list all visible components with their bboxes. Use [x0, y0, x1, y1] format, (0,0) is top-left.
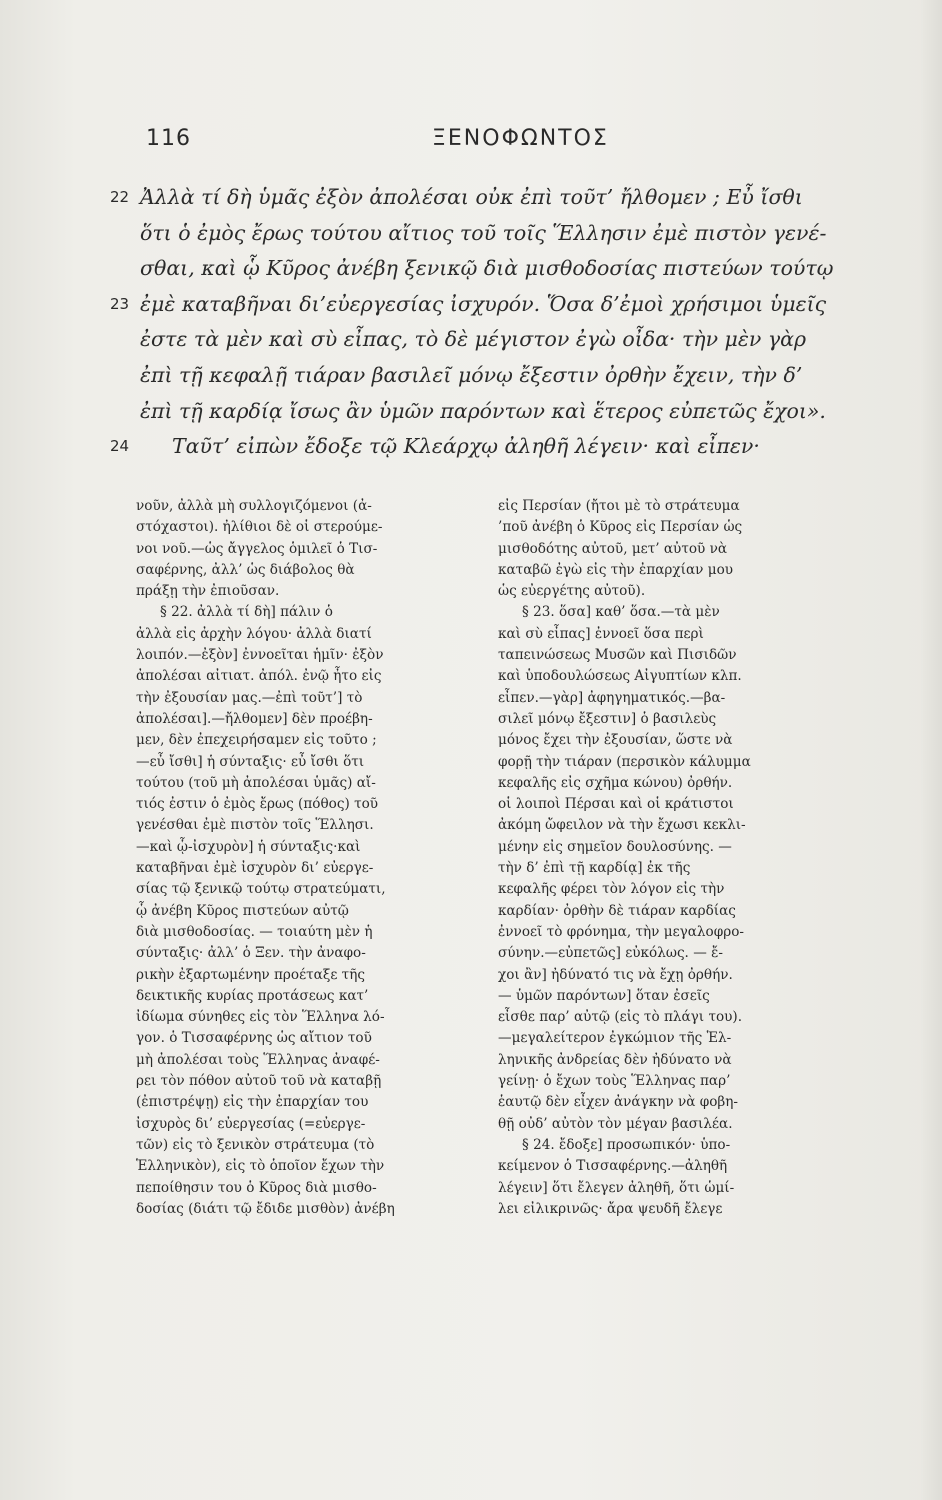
commentary-line: λέγειν] ὅτι ἔλεγεν ἀληθῆ, ὅτι ὡμί-	[498, 1179, 735, 1196]
commentary-line: καταβῶ ἐγὼ εἰς τὴν ἐπαρχίαν μου	[498, 561, 734, 578]
main-text-line	[110, 180, 880, 216]
commentary-line: στόχαστοι). ἠλίθιοι δὲ οἱ στερούμε-	[136, 519, 383, 536]
commentary-line: θῇ οὐδ’ αὐτὸν τὸν μέγαν βασιλέα.	[498, 1115, 733, 1132]
commentary-line: λοιπόν.—ἐξὸν] ἐννοεῖται ἡμῖν· ἐξὸν	[136, 647, 384, 664]
commentary-line: καταβῆναι ἐμὲ ἰσχυρὸν δι’ εὐεργε-	[136, 860, 374, 877]
main-text-content: Ἀλλὰ τί δὴ ὑμᾶς ἐξὸν ἀπολέσαι οὐκ ἐπὶ τοῦτ’ ἤλθομεν ; Εὖ ἴσθι	[140, 185, 803, 209]
commentary-line: γείνῃ· ὁ ἔχων τοὺς Ἕλληνας παρ’	[498, 1073, 731, 1090]
paragraph-number: 24	[110, 437, 130, 456]
commentary-line: ληνικῆς ἀνδρείας δὲν ἠδύνατο νὰ	[498, 1051, 732, 1068]
commentary-line: εἶπεν.—γὰρ] ἀφηγηματικός.—βα-	[498, 689, 726, 706]
commentary-line: τὴν ἐξουσίαν μας.—ἐπὶ τοῦτ’] τὸ	[136, 689, 363, 706]
commentary-line: ταπεινώσεως Μυσῶν καὶ Πισιδῶν	[498, 647, 737, 664]
main-greek-text	[110, 180, 880, 465]
commentary-line: κεφαλῆς εἰς σχῆμα κώνου) ὀρθήν.	[498, 774, 733, 791]
commentary-line: σύνην.—εὐπετῶς] εὐκόλως. — ἔ-	[498, 945, 724, 962]
commentary-line: μεν, δὲν ἐπεχειρήσαμεν εἰς τοῦτο ;	[136, 732, 377, 749]
commentary-line: δοσίας (διάτι τῷ ἔδιδε μισθὸν) ἀνέβη	[136, 1200, 395, 1217]
commentary-line: § 23. ὅσα] καθ’ ὅσα.—τὰ μὲν	[522, 604, 720, 621]
commentary-line: (ἐπιστρέψῃ) εἰς τὴν ἐπαρχίαν του	[136, 1094, 369, 1111]
commentary-line: νοῦν, ἀλλὰ μὴ συλλογιζόμενοι (ἀ-	[136, 498, 372, 514]
main-text-line	[110, 216, 880, 252]
commentary-line: § 22. ἀλλὰ τί δὴ] πάλιν ὁ	[160, 604, 333, 621]
main-text-line	[110, 429, 880, 465]
commentary-line: ᾧ ἀνέβη Κῦρος πιστεύων αὐτῷ	[136, 902, 349, 919]
commentary-line: ἑαυτῷ δὲν εἶχεν ἀνάγκην νὰ φοβη-	[498, 1094, 739, 1111]
commentary-line: χοι ἂν] ἠδύνατό τις νὰ ἔχῃ ὀρθήν.	[498, 966, 733, 983]
running-title: ΞΕΝΟΦΩΝΤΟΣ	[432, 126, 609, 151]
commentary-line: ἀπολέσαι].—ἤλθομεν] δὲν προέβη-	[136, 710, 373, 727]
commentary-line: ρει τὸν πόθον αὐτοῦ τοῦ νὰ καταβῇ	[136, 1073, 382, 1090]
commentary-line: ’ποῦ ἀνέβη ὁ Κῦρος εἰς Περσίαν ὡς	[498, 519, 743, 536]
commentary-line: φορῇ τὴν τιάραν (περσικὸν κάλυμμα	[498, 753, 751, 770]
main-text-content: ἐπὶ τῇ καρδίᾳ ἴσως ἂν ὑμῶν παρόντων καὶ ἕτερος εὐπετῶς ἔχοι».	[140, 398, 826, 423]
commentary-line: εἶσθε παρ’ αὐτῷ (εἰς τὸ πλάγι του).	[498, 1009, 743, 1026]
commentary-line: τῶν) εἰς τὸ ξενικὸν στράτευμα (τὸ	[136, 1136, 375, 1153]
commentary-line: ἰσχυρὸς δι’ εὐεργεσίας (=εὐεργε-	[136, 1115, 366, 1132]
commentary-notes	[136, 496, 856, 1346]
commentary-line: εἰς Περσίαν (ἤτοι μὲ τὸ στράτευμα	[498, 498, 740, 514]
commentary-line: — ὑμῶν παρόντων] ὅταν ἐσεῖς	[498, 987, 710, 1004]
main-text-content: Ταῦτ’ εἰπὼν ἔδοξε τῷ Κλεάρχῳ ἀληθῆ λέγειν· καὶ εἶπεν·	[172, 434, 760, 459]
commentary-line: τιός ἐστιν ὁ ἐμὸς ἔρως (πόθος) τοῦ	[136, 796, 379, 813]
main-text-content: ἐστε τὰ μὲν καὶ σὺ εἶπας, τὸ δὲ μέγιστον ἐγὼ οἶδα· τὴν μὲν γὰρ	[140, 327, 806, 352]
main-text-line	[110, 251, 880, 287]
main-text-content: ἐπὶ τῇ κεφαλῇ τιάραν βασιλεῖ μόνῳ ἔξεστιν ὀρθὴν ἔχειν, τὴν δ’	[140, 362, 803, 387]
commentary-line: μένην εἰς σημεῖον δουλοσύνης. —	[498, 838, 732, 855]
commentary-line: διὰ μισθοδοσίας. — τοιαύτη μὲν ἡ	[136, 923, 373, 940]
commentary-line: ἀκόμη ὤφειλον νὰ τὴν ἔχωσι κεκλι-	[498, 817, 746, 834]
commentary-line: μισθοδότης αὐτοῦ, μετ’ αὐτοῦ νὰ	[498, 540, 728, 557]
page-number: 116	[146, 126, 191, 151]
commentary-line: ἐννοεῖ τὸ φρόνημα, τὴν μεγαλοφρο-	[498, 923, 745, 940]
commentary-line: δεικτικῆς κυρίας προτάσεως κατ’	[136, 987, 369, 1004]
commentary-line: —μεγαλείτερον ἐγκώμιον τῆς Ἑλ-	[498, 1030, 732, 1047]
commentary-line: καὶ σὺ εἶπας] ἐννοεῖ ὅσα περὶ	[498, 625, 704, 642]
main-text-content: ὅτι ὁ ἐμὸς ἔρως τούτου αἴτιος τοῦ τοῖς Ἕλλησιν ἐμὲ πιστὸν γενέ-	[140, 220, 827, 245]
page-header	[0, 126, 942, 166]
main-text-line	[110, 322, 880, 358]
commentary-line: καρδίαν· ὀρθὴν δὲ τιάραν καρδίας	[498, 902, 736, 919]
commentary-line: § 24. ἔδοξε] προσωπικόν· ὑπο-	[522, 1136, 731, 1153]
paragraph-number: 22	[110, 188, 130, 206]
page-edge-shadow	[920, 0, 942, 1500]
commentary-line: —καὶ ᾧ-ἰσχυρὸν] ἡ σύνταξις·καὶ	[136, 838, 361, 855]
commentary-line: Ἑλληνικὸν), εἰς τὸ ὁποῖον ἔχων τὴν	[136, 1158, 385, 1175]
main-text-content: ἐμὲ καταβῆναι δι’εὐεργεσίας ἰσχυρόν. Ὅσα δ’ἐμοὶ χρήσιμοι ὑμεῖς	[140, 291, 827, 316]
commentary-line: τούτου (τοῦ μὴ ἀπολέσαι ὑμᾶς) αἴ-	[136, 774, 376, 791]
commentary-line: μόνος ἔχει τὴν ἐξουσίαν, ὥστε νὰ	[498, 732, 733, 749]
commentary-line: σαφέρνης, ἀλλ’ ὡς διάβολος θὰ	[136, 561, 355, 578]
commentary-line: σύνταξις· ἀλλ’ ὁ Ξεν. τὴν ἀναφο-	[136, 945, 366, 962]
commentary-line: καὶ ὑποδουλώσεως Αἰγυπτίων κλπ.	[498, 668, 742, 685]
commentary-left-column	[136, 496, 478, 1220]
main-text-line	[110, 358, 880, 394]
commentary-line: —εὖ ἴσθι] ἡ σύνταξις· εὖ ἴσθι ὅτι	[136, 753, 365, 770]
main-text-line	[110, 394, 880, 430]
commentary-line: γενέσθαι ἐμὲ πιστὸν τοῖς Ἕλλησι.	[136, 817, 374, 834]
commentary-line: ἀλλὰ εἰς ἀρχὴν λόγου· ἀλλὰ διατί	[136, 625, 372, 642]
commentary-line: τὴν δ’ ἐπὶ τῇ καρδίᾳ] ἐκ τῆς	[498, 860, 691, 877]
commentary-line: κεφαλῆς φέρει τὸν λόγον εἰς τὴν	[498, 881, 725, 898]
commentary-line: σίας τῷ ξενικῷ τούτῳ στρατεύματι,	[136, 881, 386, 898]
commentary-line: ὡς εὐεργέτης αὐτοῦ).	[498, 583, 646, 600]
commentary-line: νοι νοῦ.—ὡς ἄγγελος ὁμιλεῖ ὁ Τισ-	[136, 540, 378, 557]
commentary-line: ρικὴν ἐξαρτωμένην προέταξε τῆς	[136, 966, 365, 983]
commentary-line: οἱ λοιποὶ Πέρσαι καὶ οἱ κράτιστοι	[498, 796, 734, 813]
main-text-content: σθαι, καὶ ᾧ Κῦρος ἀνέβη ξενικῷ διὰ μισθοδοσίας πιστεύων τούτῳ	[140, 256, 834, 281]
commentary-line: λει εἰλικρινῶς· ἄρα ψευδῆ ἔλεγε	[498, 1200, 723, 1217]
commentary-line: σιλεῖ μόνῳ ἔξεστιν] ὁ βασιλεὺς	[498, 710, 717, 727]
main-text-line	[110, 287, 880, 323]
paragraph-number: 23	[110, 294, 130, 313]
commentary-line: γον. ὁ Τισσαφέρνης ὡς αἴτιον τοῦ	[136, 1030, 372, 1047]
commentary-line: πράξῃ τὴν ἐπιοῦσαν.	[136, 583, 280, 600]
commentary-right-column	[498, 496, 840, 1220]
commentary-line: ἰδίωμα σύνηθες εἰς τὸν Ἕλληνα λό-	[136, 1009, 385, 1026]
commentary-line: κείμενον ὁ Τισσαφέρνης.—ἀληθῆ	[498, 1158, 728, 1175]
commentary-line: ἀπολέσαι αἰτιατ. ἀπόλ. ἐνῷ ἦτο εἰς	[136, 668, 382, 685]
commentary-line: μὴ ἀπολέσαι τοὺς Ἕλληνας ἀναφέ-	[136, 1051, 380, 1068]
commentary-line: πεποίθησιν του ὁ Κῦρος διὰ μισθο-	[136, 1179, 377, 1196]
